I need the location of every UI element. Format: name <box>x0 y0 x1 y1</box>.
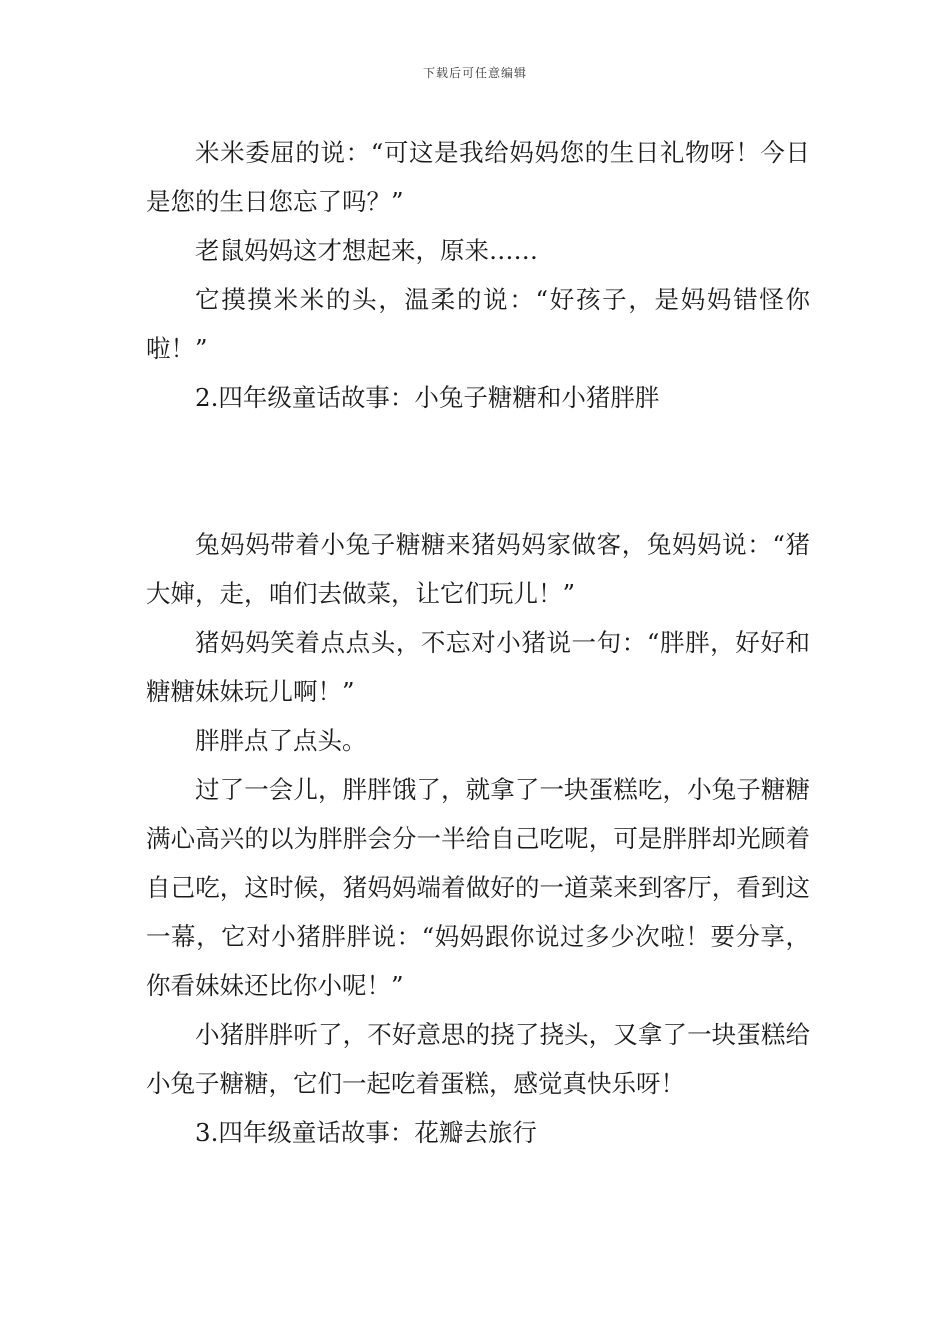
paragraph: 小猪胖胖听了，不好意思的挠了挠头，又拿了一块蛋糕给小兔子糖糖，它们一起吃着蛋糕，感觉真快乐呀！ <box>146 1020 810 1098</box>
paragraph: 过了一会儿，胖胖饿了，就拿了一块蛋糕吃，小兔子糖糖满心高兴的以为胖胖会分一半给自己吃呢，可是胖胖却光顾着自己吃，这时候，猪妈妈端着做好的一道菜来到客厅，看到这一幕，它对小猪胖胖说：“妈妈跟你说过多少次啦！要分享，你看妹妹还比你小呢！” <box>146 775 810 1000</box>
blank-space <box>146 422 810 520</box>
section-heading: 2.四年级童话故事：小兔子糖糖和小猪胖胖 <box>195 383 660 412</box>
paragraph: 胖胖点了点头。 <box>195 726 367 755</box>
document-body <box>146 128 810 1157</box>
paragraph: 猪妈妈笑着点点头，不忘对小猪说一句：“胖胖，好好和糖糖妹妹玩儿啊！” <box>146 628 810 706</box>
section-heading: 3.四年级童话故事：花瓣去旅行 <box>195 1118 537 1147</box>
paragraph: 兔妈妈带着小兔子糖糖来猪妈妈家做客，兔妈妈说：“猪大婶，走，咱们去做菜，让它们玩儿！” <box>146 530 810 608</box>
page-header: 下载后可任意编辑 <box>422 66 527 80</box>
paragraph: 米米委屈的说：“可这是我给妈妈您的生日礼物呀！今日是您的生日您忘了吗？” <box>146 138 810 216</box>
paragraph: 它摸摸米米的头，温柔的说：“好孩子，是妈妈错怪你啦！” <box>146 285 810 363</box>
paragraph: 老鼠妈妈这才想起来，原来…… <box>195 236 538 265</box>
